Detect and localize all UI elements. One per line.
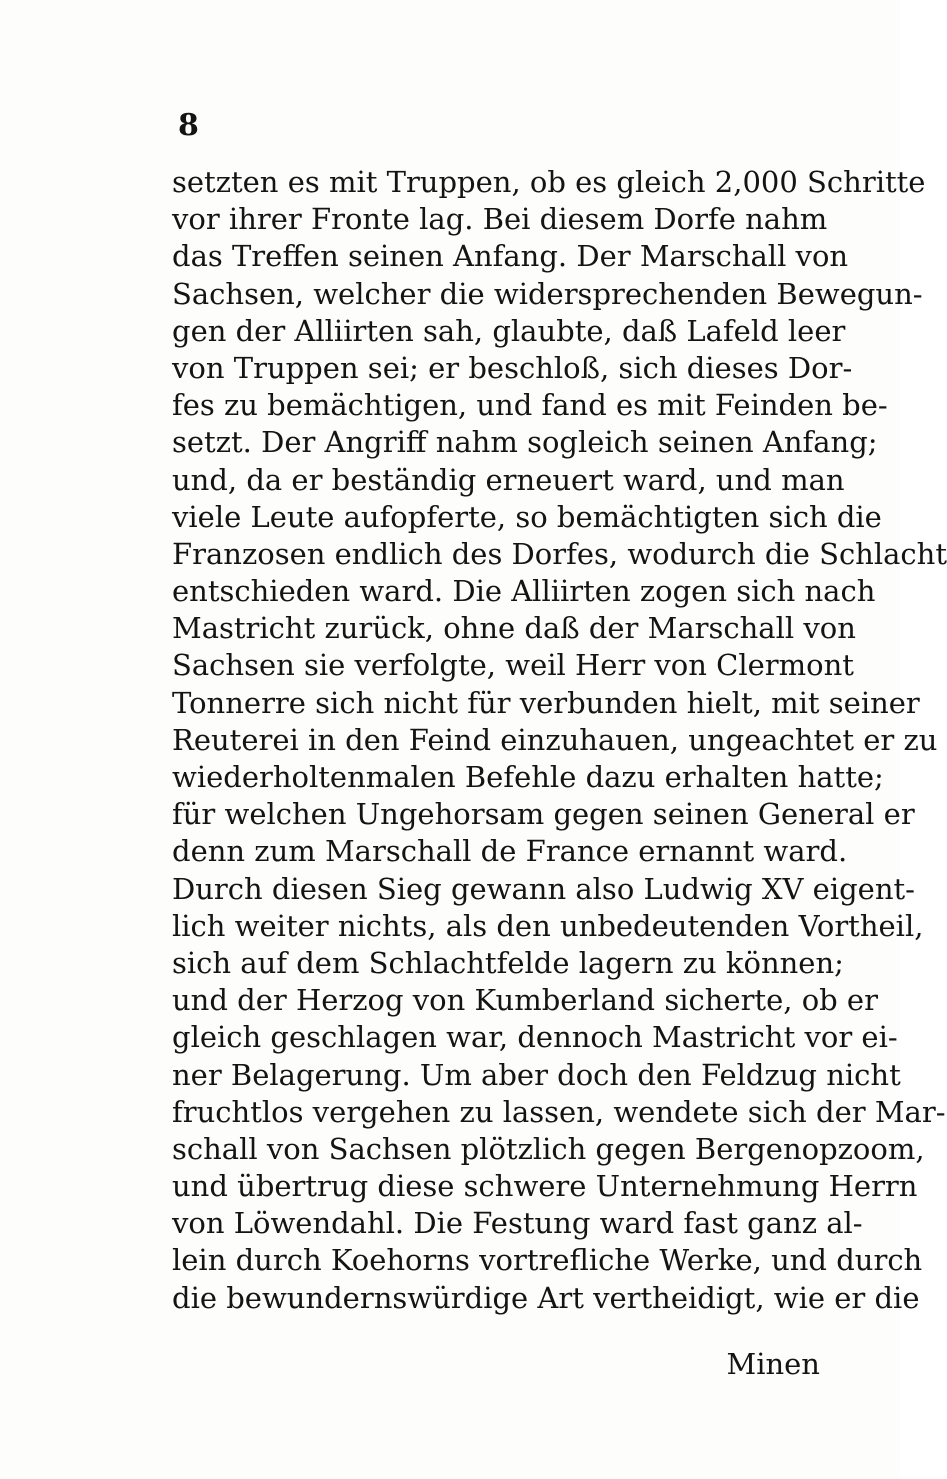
text-line: entschieden ward. Die Alliirten zogen sich nach (172, 574, 876, 609)
text-line: Reuterei in den Feind einzuhauen, ungeachtet er zu (172, 722, 938, 757)
text-line: von Löwendahl. Die Festung ward fast ganz al- (172, 1206, 863, 1241)
text-line: wiederholtenmalen Befehle dazu erhalten hatte; (172, 760, 884, 794)
text-line: fruchtlos vergehen zu lassen, wendete sich der Mar- (172, 1094, 946, 1129)
text-line: Sachsen sie verfolgte, weil Herr von Clermont (172, 648, 854, 683)
catchword: Minen (726, 1347, 820, 1381)
text-line: Mastricht zurück, ohne daß der Marschall von (172, 611, 856, 646)
text-line: lein durch Koehorns vortrefliche Werke, und durch (172, 1243, 923, 1278)
text-line: Tonnerre sich nicht für verbunden hielt, mit seiner (172, 685, 920, 720)
text-line: und übertrug diese schwere Unternehmung Herrn (172, 1169, 918, 1204)
text-line: gen der Alliirten sah, glaubte, daß Lafeld leer (172, 313, 846, 348)
text-line: gleich geschlagen war, dennoch Mastricht vor ei- (172, 1020, 898, 1055)
text-line: Franzosen endlich des Dorfes, wodurch die Schlacht (172, 536, 947, 571)
text-line: und, da er beständig erneuert ward, und man (172, 462, 845, 497)
text-line: das Treffen seinen Anfang. Der Marschall von (172, 239, 849, 274)
text-line: Durch diesen Sieg gewann also Ludwig XV eigent- (172, 871, 915, 906)
text-line: setzt. Der Angriff nahm sogleich seinen Anfang; (172, 425, 878, 460)
text-line: sich auf dem Schlachtfelde lagern zu können; (172, 945, 844, 980)
text-line: lich weiter nichts, als den unbedeutenden Vortheil, (172, 908, 924, 943)
text-line: fes zu bemächtigen, und fand es mit Feinden be- (172, 388, 888, 423)
text-line: für welchen Ungehorsam gegen seinen General er (172, 797, 915, 832)
text-line: vor ihrer Fronte lag. Bei diesem Dorfe nahm (172, 202, 828, 237)
body-text (172, 164, 947, 1317)
page-number: 8 (178, 108, 200, 143)
text-line: Sachsen, welcher die widersprechenden Bewegun- (172, 276, 923, 311)
text-line: setzten es mit Truppen, ob es gleich 2,000 Schritte (172, 165, 926, 199)
text-line: schall von Sachsen plötzlich gegen Bergenopzoom, (172, 1131, 925, 1166)
text-line: und der Herzog von Kumberland sicherte, ob er (172, 983, 878, 1018)
text-line: die bewundernswürdige Art vertheidigt, wie er die (172, 1280, 920, 1315)
text-line: von Truppen sei; er beschloß, sich dieses Dor- (172, 350, 853, 385)
text-line: denn zum Marschall de France ernannt ward. (172, 834, 848, 869)
text-line: viele Leute aufopferte, so bemächtigten sich die (172, 499, 882, 534)
text-line: ner Belagerung. Um aber doch den Feldzug nicht (172, 1057, 901, 1092)
